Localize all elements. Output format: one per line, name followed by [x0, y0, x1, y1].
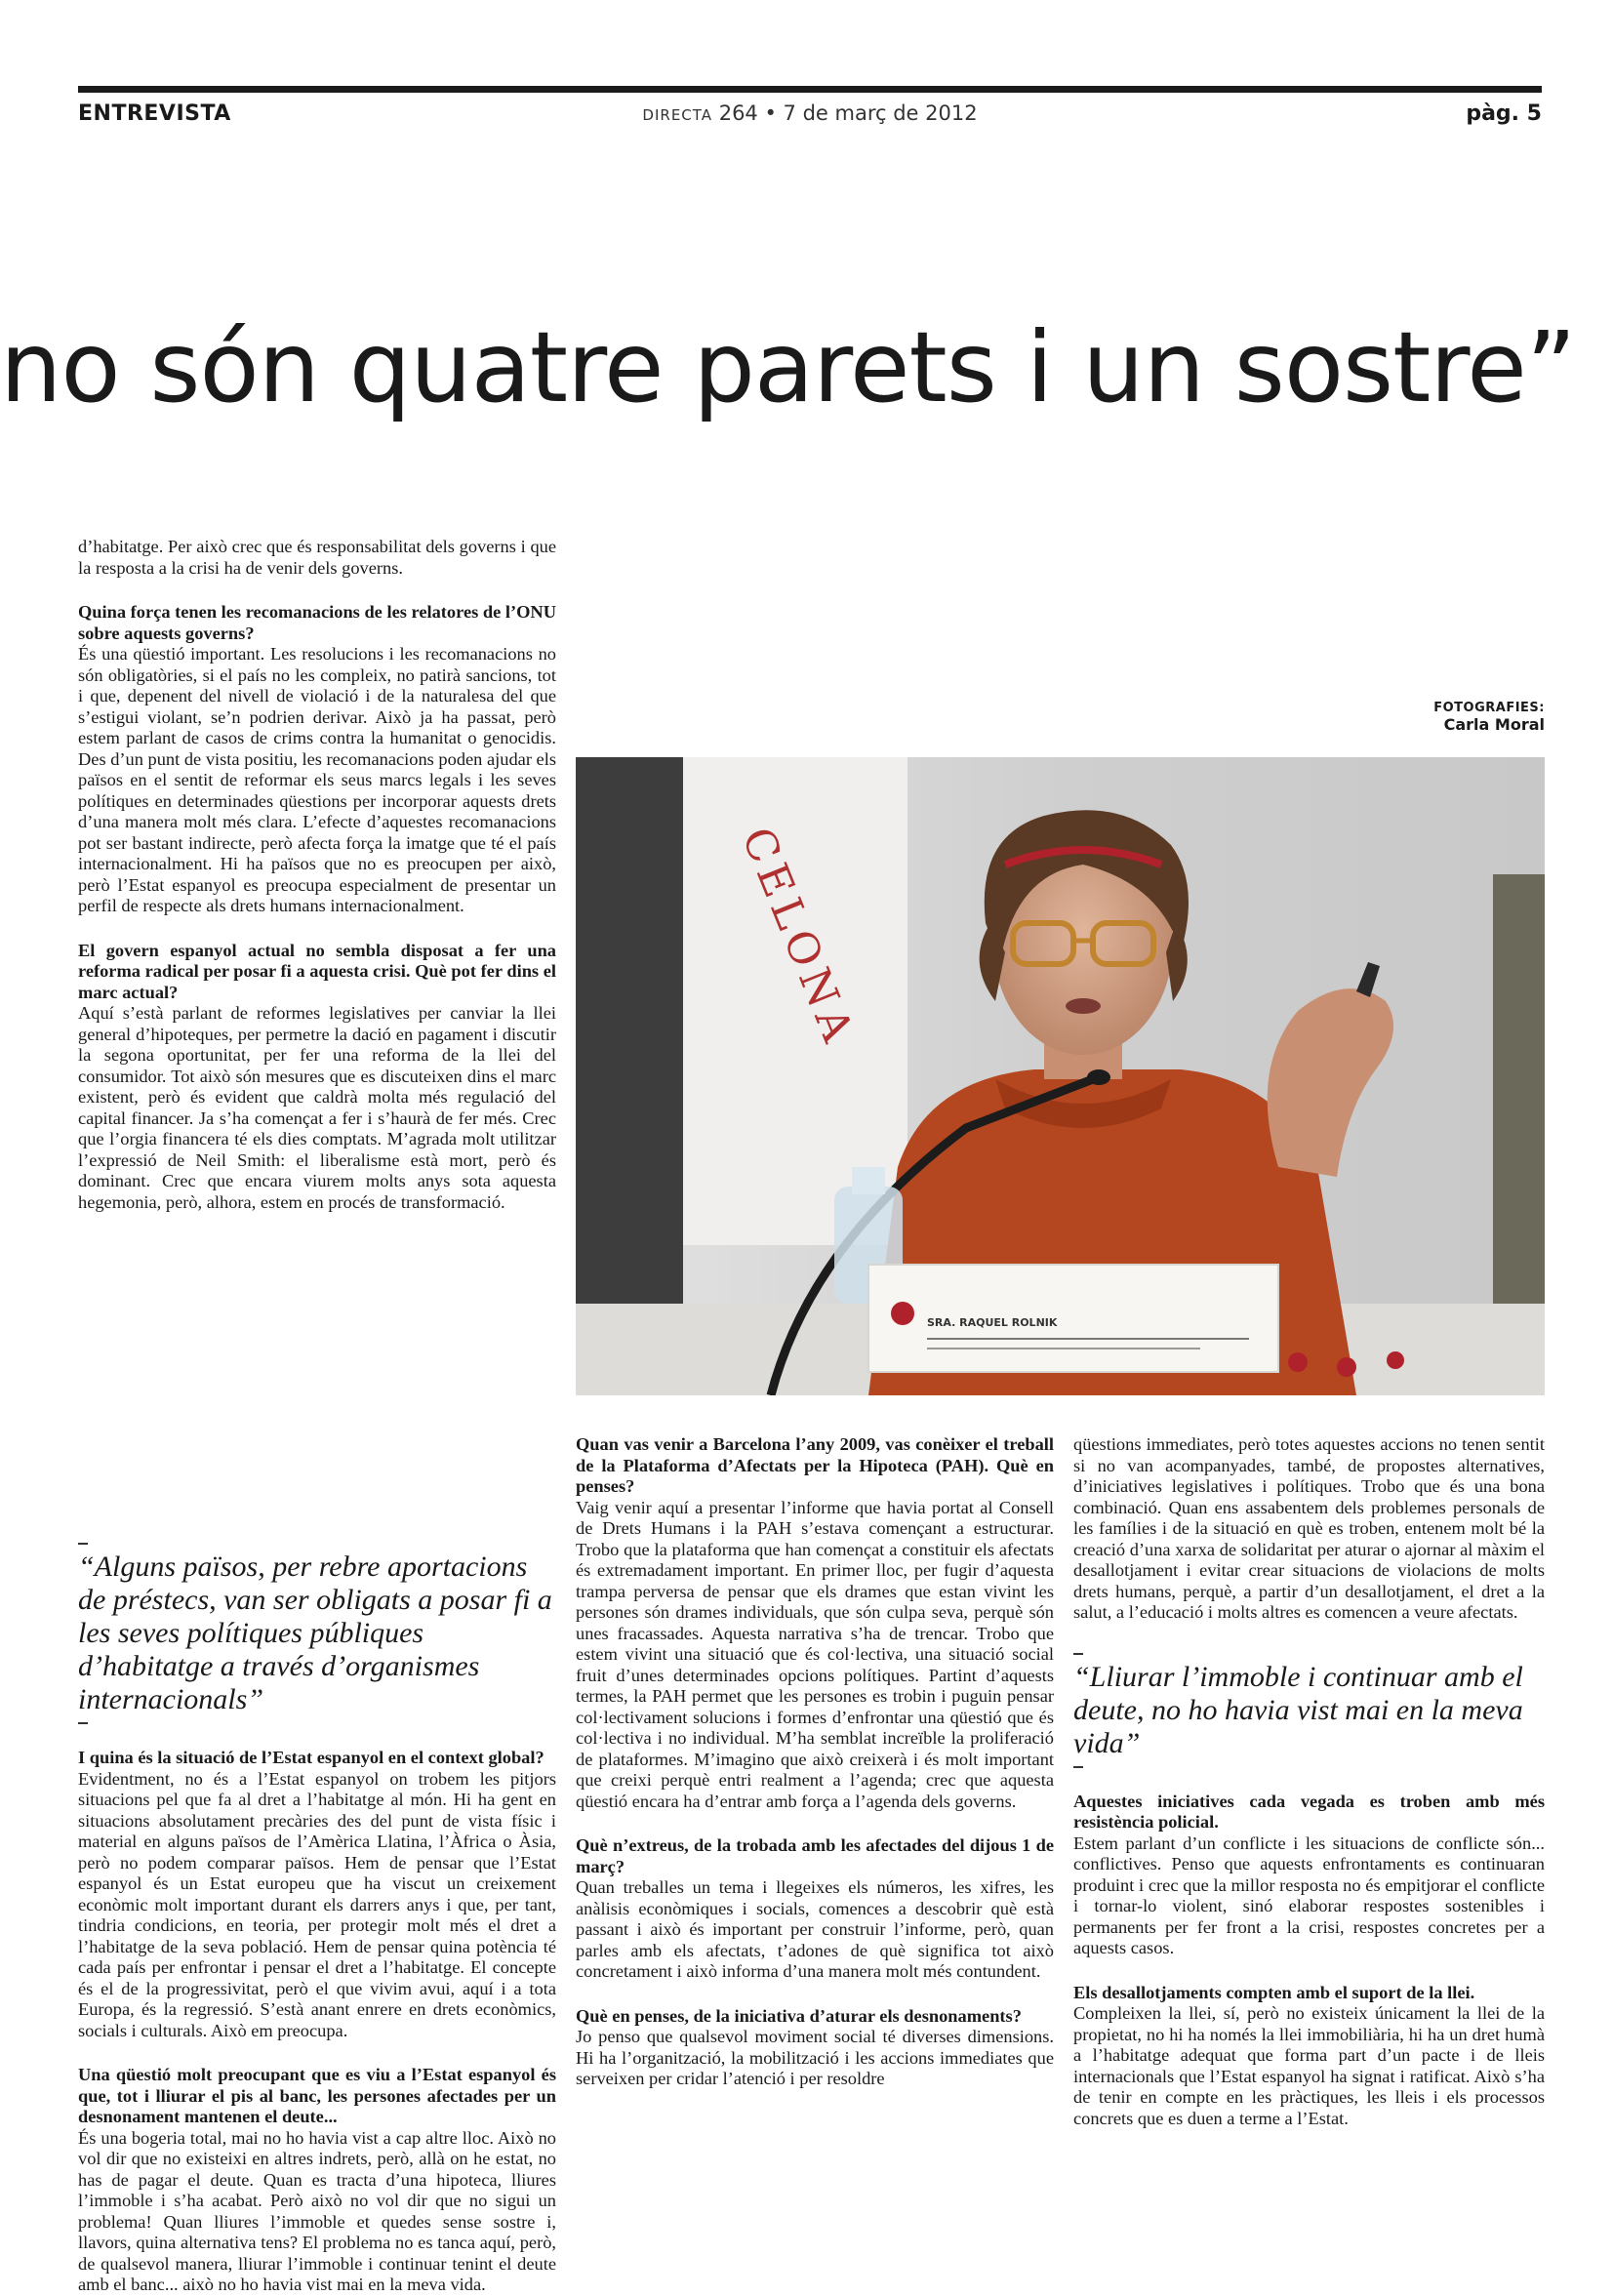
question: Aquestes iniciatives cada vegada es troben amb més resistència policial. — [1073, 1791, 1545, 1832]
top-rule — [78, 86, 1542, 93]
quote-dash — [1073, 1766, 1083, 1768]
page-number: pàg. 5 — [1466, 101, 1542, 126]
paragraph: d’habitatge. Per això crec que és responsabilitat dels governs i que la resposta a la crisi ha de venir dels governs. — [78, 537, 556, 578]
photo-credit — [1433, 701, 1545, 734]
question: Quan vas venir a Barcelona l’any 2009, vas conèixer el treball de la Plataforma d’Afectats per la Hipoteca (PAH). Què en penses? — [576, 1434, 1054, 1496]
answer: És una bogeria total, mai no ho havia vist a cap altre lloc. Això no vol dir que no existeixi en altres indrets, però, allà on he estat, no has de pagar el deute. Quan es tracta d’una hipoteca, lliures l’immoble i s’ha acabat. Però això no vol dir que no sigui un problema! Quan lliures l’immoble et quedes sense sostre i, llavors, quina alternativa tens? El problema no es tanca aquí, però, de qualsevol manera, lliurar l’immoble i continuar tenint el deute amb el banc... això no ho havia vist mai en la meva vida. — [78, 2127, 556, 2294]
publication-info — [78, 101, 1542, 125]
answer: Aquí s’està parlant de reformes legislatives per canviar la llei general d’hipoteques, per permetre la dació en pagament i discutir la segona oportunitat, per fer una reforma de la llei del consumidor. Tot això són mesures que es discuteixen dins el marc existent, però és evident que caldrà molta més regulació del capital financer. Ja s’ha començat a fer i s’haurà de fer més. Crec que l’orgia financera té els dies comptats. M’agrada molt utilitzar l’expressió de Neil Smith: el liberalisme està mort, però és dominant. Crec que encara viurem molts anys sota aquesta hegemonia, però, alhora, estem en procés de transformació. — [78, 1003, 556, 1212]
pull-quote-text: “Lliurar l’immoble i continuar amb el deute, no ho havia vist mai en la meva vida” — [1073, 1660, 1523, 1759]
pull-quote — [1073, 1653, 1545, 1768]
question: I quina és la situació de l’Estat espanyol en el context global? — [78, 1748, 544, 1767]
answer: qüestions immediates, però totes aquestes accions no tenen sentit si no van acompanyades, també, de propostes alternatives, d’iniciatives legislatives i polítiques. Trobo que és una bona combinació. Quan ens assabentem dels problemes personals de les famílies i de la situació en què es troben, entenem molt bé la creació d’una xarxa de solidaritat per aturar o ajornar al màxim el desallotjament i evitar crear situacions de violacions de molts drets humans, perquè, a partir d’un desallotjament, el dret a la salut, a l’educació i molts altres es comencen a veure afectats. — [1073, 1434, 1545, 1622]
publication-name: DIRECTA — [642, 106, 713, 124]
photo-credit-name: Carla Moral — [1443, 715, 1545, 734]
quote-dash — [78, 1722, 88, 1724]
question: Una qüestió molt preocupant que es viu a l’Estat espanyol és que, tot i lliurar el pis al banc, les persones afectades per un desnonament mantenen el deute... — [78, 2065, 556, 2126]
photo-credit-label: FOTOGRAFIES: — [1433, 701, 1545, 715]
column-3 — [1073, 1434, 1545, 2129]
answer: Evidentment, no és a l’Estat espanyol on trobem les pitjors situacions pel que fa al dret a l’habitatge al món. Hi ha gent en situacions absolutament precàries des del punt de vista físic i material en alguns països de l’Amèrica Llatina, l’Àfrica o Àsia, però no podem comparar països. Hem de pensar que l’Estat espanyol és un Estat europeu que ha viscut un creixement econòmic molt important durant els darrers anys i que, per tant, tindria condicions, en teoria, per protegir molt més el dret a l’habitatge de la seva població. Hem de pensar quina potència té cada país per enfrontar i pensar el dret a l’habitatge. El concepte és el de la progressivitat, però el que vivim avui, aquí i a tota Europa, és la regressió. S’està anant enrere en drets econòmics, socials i culturals. Això em preocupa. — [78, 1768, 556, 2040]
question: Quina força tenen les recomanacions de les relatores de l’ONU sobre aquests governs? — [78, 602, 556, 643]
page-header — [78, 101, 1542, 141]
question: El govern espanyol actual no sembla disposat a fer una reforma radical per posar fi a aquesta crisi. Què pot fer dins el marc actual? — [78, 940, 556, 1002]
quote-dash — [1073, 1653, 1083, 1655]
headline: no són quatre parets i un sostre” — [0, 310, 1576, 424]
section-label: ENTREVISTA — [78, 101, 231, 126]
quote-dash — [78, 1543, 88, 1545]
issue-date: 264 • 7 de març de 2012 — [712, 101, 978, 125]
answer: Jo penso que qualsevol moviment social té diverses dimensions. Hi ha l’organització, la mobilització i les accions immediates que serveixen per cridar l’atenció i per resoldre — [576, 2027, 1054, 2088]
answer: És una qüestió important. Les resolucions i les recomanacions no són obligatòries, si el país no les compleix, no patirà sancions, tot i que, depenent del nivell de violació i de la naturalesa del que s’estigui violant, se’n podrien derivar. Això ja ha passat, però estem parlant de casos de crims contra la humanitat o genocidis. Des d’un punt de vista positiu, les recomanacions poden ajudar els països en el sentit de reformar els seus marcs legals i les seves polítiques en determinades qüestions per incorporar aquests drets d’una manera molt més clara. L’efecte d’aquestes recomanacions pot ser bastant indirecte, però afecta força la imatge que té el país internacionalment. Hi ha països que no es preocupen per això, però l’Estat espanyol es preocupa especialment de presentar un perfil de respecte als drets humans internacionalment. — [78, 644, 556, 915]
column-1-upper — [78, 537, 556, 1213]
column-1-lower — [78, 1537, 556, 2296]
photo-illustration — [576, 757, 1545, 1395]
answer: Vaig venir aquí a presentar l’informe que havia portat al Consell de Drets Humans i la PAH s’estava començant a estructurar. Trobo que la plataforma que han començat a constituir els afectats és extremadament important. En primer lloc, per fugir d’aquesta trampa perversa de pensar que els drames que estan vivint les persones són drames individuals, que són culpa seva, perquè són unes fracassades. Aquesta narrativa s’ha de trencar. Trobo que estem vivint una situació que és col·lectiva, una situació social fruit d’unes determinades opcions polítiques. Partint d’aquests termes, la PAH permet que les persones es trobin i puguin pensar col·lectivament solucions i formes d’enfrontar una qüestió que és col·lectiva i no individual. M’ha semblat increïble la proliferació de plataformes. M’imagino que això creixerà i és molt important que creixi perquè entri realment a l’agenda; crec que aquesta qüestió encara ha d’entrar amb força a l’agenda dels governs. — [576, 1497, 1054, 1811]
banner-text: CELONA — [731, 821, 866, 1055]
column-2 — [576, 1434, 1054, 2090]
pull-quote-text: “Alguns països, per rebre aportacions de préstecs, van ser obligats a posar fi a les seves polítiques públiques d’habitatge a través d’organismes internacionals” — [78, 1551, 552, 1715]
question: Els desallotjaments compten amb el suport de la llei. — [1073, 1982, 1475, 2002]
answer: Compleixen la llei, sí, però no existeix únicament la llei de la propietat, no hi ha només la llei immobiliària, hi ha un dret humà a l’habitatge adequat que forma part d’un pacte i de lleis internacionals que l’Estat espanyol ha signat i ratificat. Això s’ha de tenir en compte en les pràctiques, les lleis i els processos concrets que es duen a terme a l’Estat. — [1073, 2003, 1545, 2128]
answer: Estem parlant d’un conflicte i les situacions de conflicte són... conflictives. Penso que aquests enfrontaments es continuaran produint i crec que la millor resposta no és empitjorar el conflicte i tornar-lo violent, sinó elaborar respostes sostenibles i permanents per fer front a la crisi, respostes concretes per a aquests casos. — [1073, 1833, 1545, 1957]
question: Què en penses, de la iniciativa d’aturar els desnonaments? — [576, 2005, 1022, 2026]
pull-quote — [78, 1543, 556, 1724]
answer: Quan treballes un tema i llegeixes els números, les xifres, les anàlisis econòmiques i socials, comences a descobrir què està passant i això és important per construir l’informe, però, quan parles amb els afectats, t’adones de què significa tot això concretament i això informa d’una manera molt més contundent. — [576, 1877, 1054, 1981]
placard-name: SRA. RAQUEL ROLNIK — [927, 1316, 1058, 1329]
interview-photo — [576, 757, 1545, 1395]
question: Què n’extreus, de la trobada amb les afectades del dijous 1 de març? — [576, 1835, 1054, 1876]
